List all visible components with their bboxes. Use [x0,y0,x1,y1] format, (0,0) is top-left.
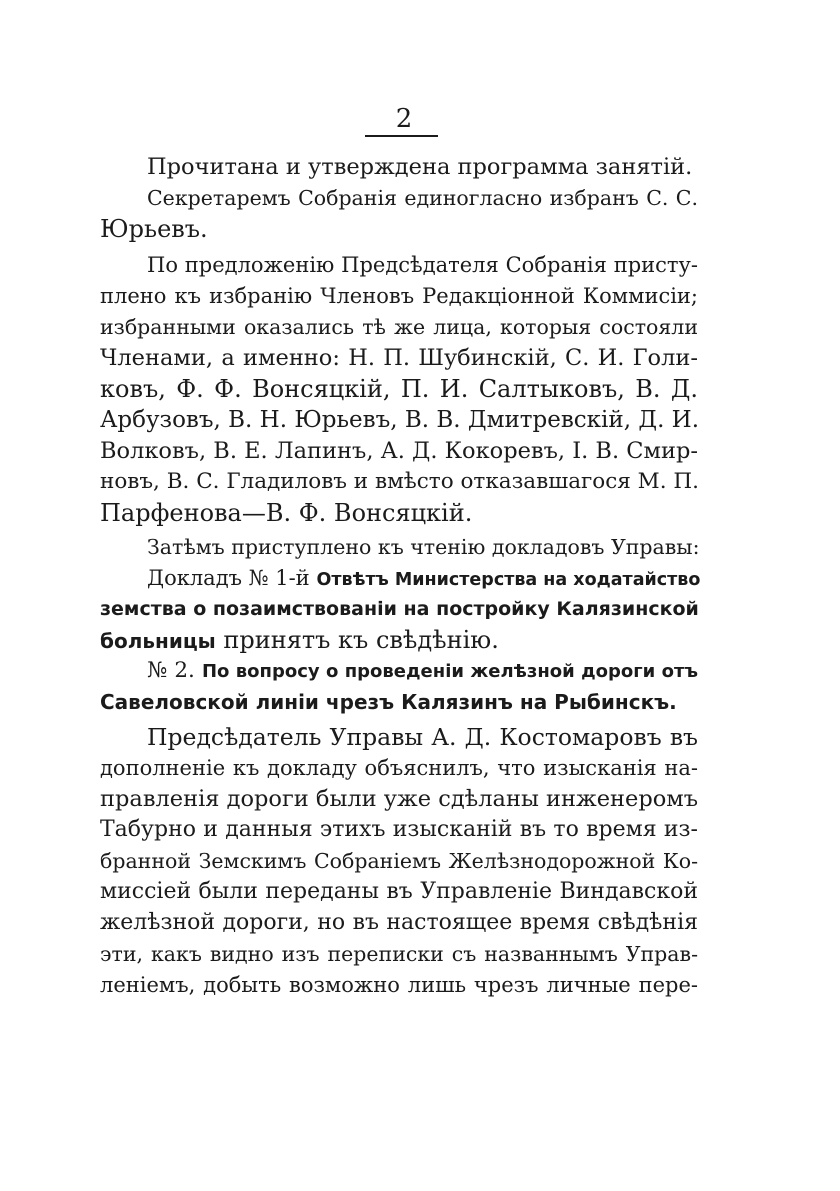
report-title-bold: земства о позаимствованіи на постройку Калязинской [100,598,699,620]
text-line: Предсѣдатель Управы А. Д. Костомаровъ въ [147,723,698,751]
page-number-rule [365,135,438,137]
text-line-mixed [147,561,701,595]
text-line: По предложенію Предсѣдателя Собранія присту- [147,253,698,277]
text-line-mixed [147,654,698,688]
report-title-bold: По вопросу о проведеніи желѣзной дороги отъ [201,661,698,682]
text-line: Членами, а именно: Н. П. Шубинскій, С. И. Голи- [100,345,698,371]
text-line: миссіей были переданы въ Управленіе Виндавской [100,879,698,904]
text-line: эти, какъ видно изъ переписки съ названнымъ Управ- [100,942,698,966]
report-label: Докладъ № 1-й [147,566,310,590]
text-line: бранной Земскимъ Собраніемъ Желѣзнодорожной Ко- [100,849,698,873]
report-number: № 2. [147,658,195,683]
text-line: Парфенова—В. Ф. Вонсяцкій. [100,499,473,527]
text-line: Затѣмъ приступлено къ чтенію докладовъ Управы: [147,535,700,559]
text-line-mixed [100,623,499,657]
text-line: Прочитана и утверждена программа занятій. [147,154,693,180]
page-number: 2 [395,104,413,134]
report-title-bold: больницы [100,629,216,653]
text-line: Волковъ, В. Е. Лапинъ, А. Д. Кокоревъ, І. В. Смир- [100,438,698,464]
text-line: избранными оказались тѣ же лица, которыя состояли [100,315,698,339]
report-title-bold: Савеловской линіи чрезъ Калязинъ на Рыбинскъ. [100,690,677,714]
text-line: Секретаремъ Собранія единогласно избранъ С. С. [147,186,698,210]
report-resolution: принятъ къ свѣдѣнію. [223,626,499,654]
text-line: Табурно и данныя этихъ изысканій въ то время из- [100,817,698,842]
text-line: ковъ, Ф. Ф. Вонсяцкій, П. И. Салтыковъ, В. Д. [100,375,698,403]
text-line: правленія дороги были уже сдѣланы инженеромъ [100,786,699,812]
text-line: леніемъ, добыть возможно лишь чрезъ личные пере- [100,973,698,997]
text-line: дополненіе къ докладу объяснилъ, что изысканія на- [100,756,698,780]
report-title-bold: Отвѣтъ Министерства на ходатайство [316,570,701,590]
text-line: Арбузовъ, В. Н. Юрьевъ, В. В. Дмитревскій, Д. И. [100,407,700,433]
text-line: Юрьевъ. [100,215,208,243]
text-line: новъ, В. С. Гладиловъ и вмѣсто отказавшагося М. П. [100,469,699,494]
text-line: желѣзной дороги, но въ настоящее время свѣдѣнія [100,910,698,935]
text-line: плено къ избранію Членовъ Редакціонной Коммисіи; [100,284,698,308]
